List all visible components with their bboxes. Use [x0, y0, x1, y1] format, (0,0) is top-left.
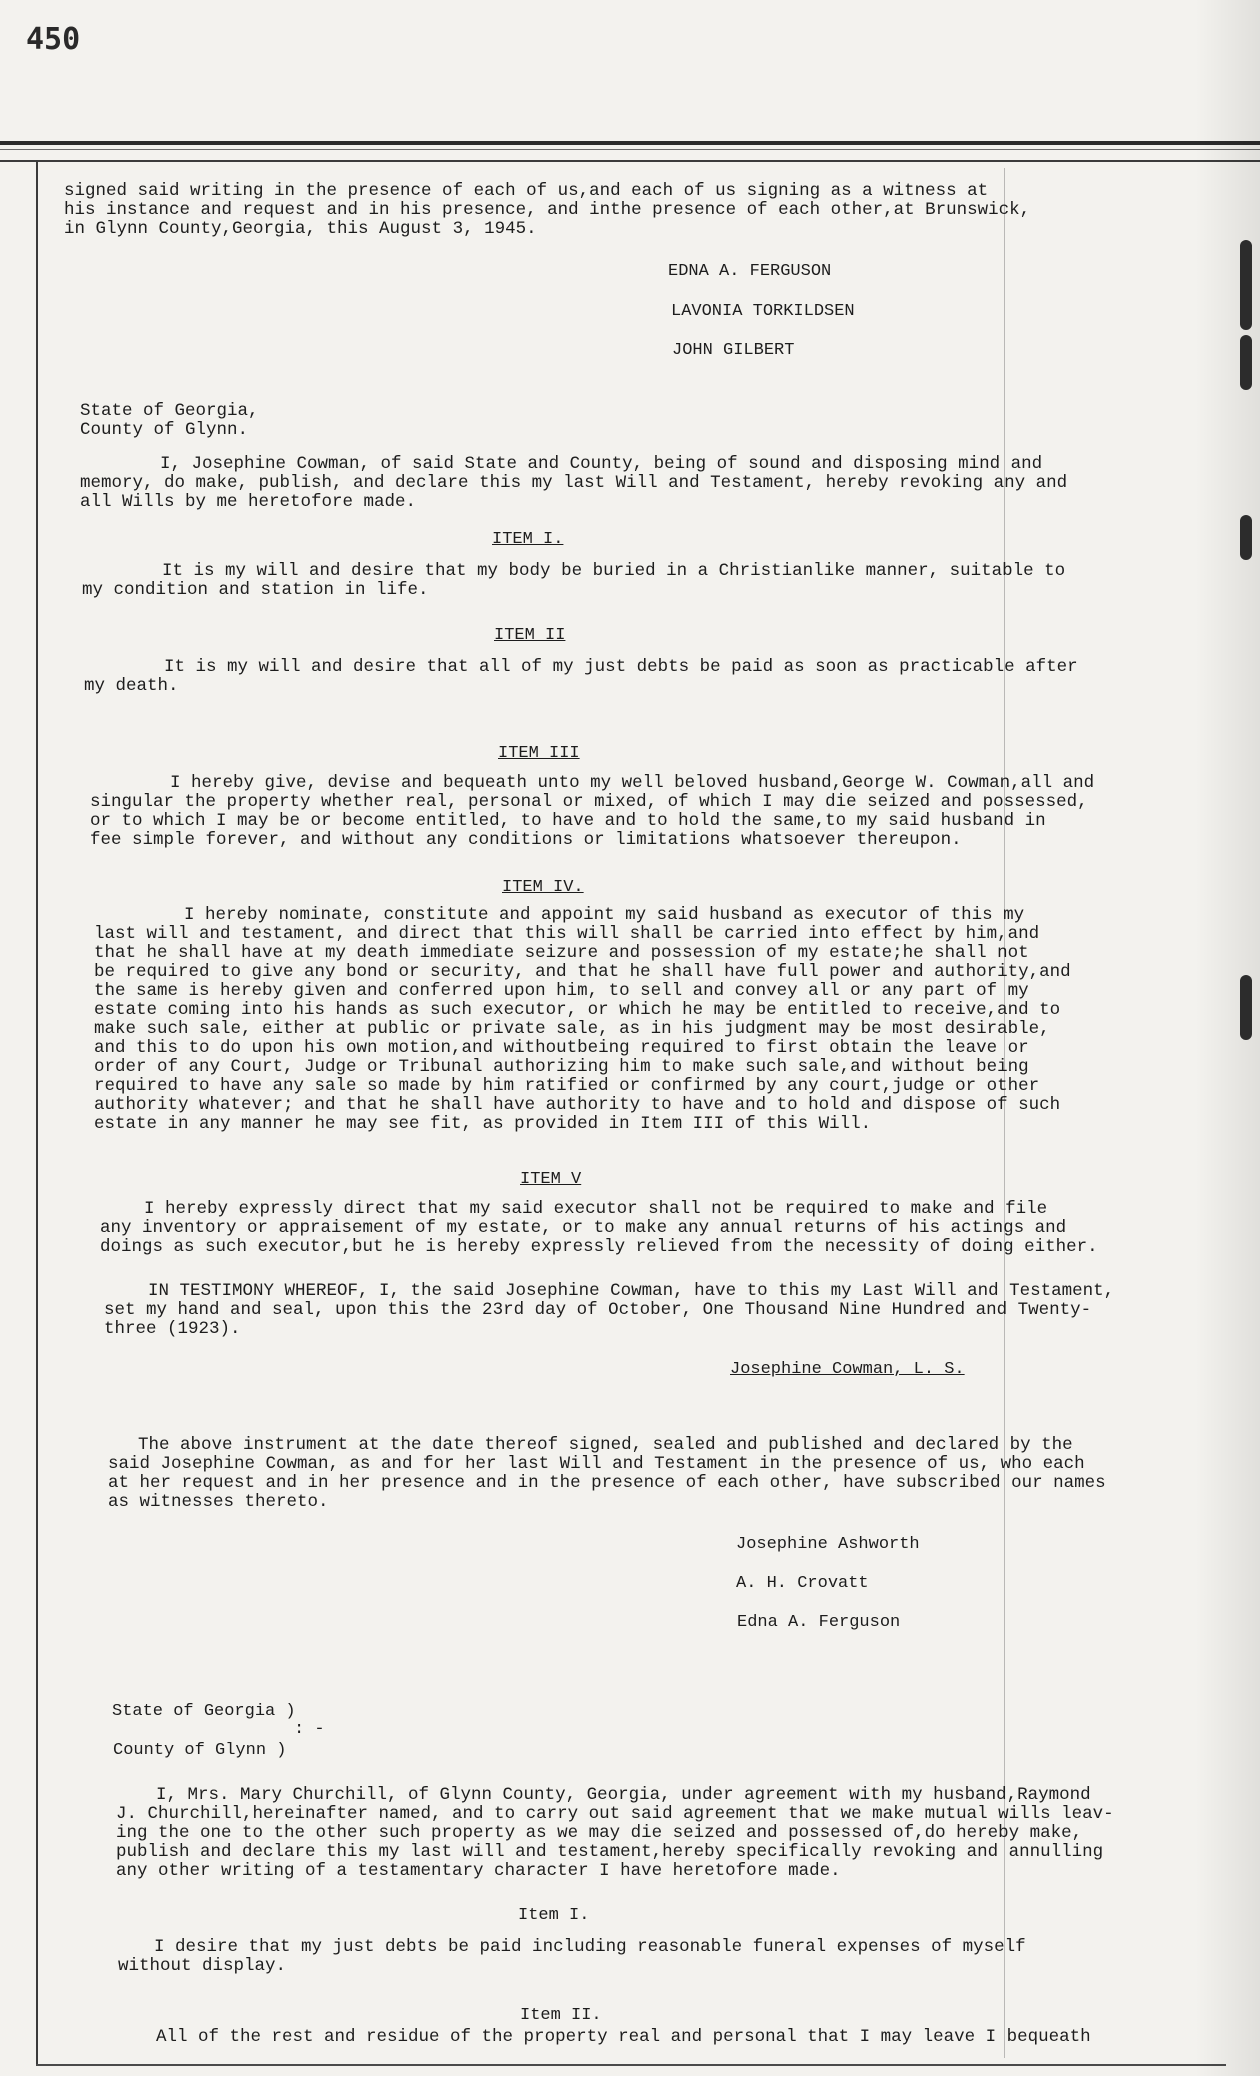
text-line: last will and testament, and direct that this will shall be carried into effect by him,and [94, 924, 1040, 944]
will1-witness: JOHN GILBERT [672, 341, 795, 360]
venue-county: County of Glynn. [80, 420, 249, 440]
text-line: my death. [84, 676, 179, 696]
text-line: All of the rest and residue of the property real and personal that I may leave I bequeath [156, 2027, 1091, 2047]
will3-item1 [118, 1938, 1026, 1976]
binder-tab [1240, 335, 1252, 390]
will3-intro [116, 1786, 1114, 1881]
will1-attestation [64, 182, 1030, 239]
item-heading: ITEM II [494, 626, 566, 645]
text-line: three (1923). [104, 1319, 241, 1339]
text-line: publish and declare this my last will and testament,hereby specifically revoking and annulling [116, 1842, 1104, 1862]
will2-venue [80, 402, 259, 440]
will2-item4 [94, 906, 1071, 1134]
will1-witness: LAVONIA TORKILDSEN [671, 302, 855, 321]
frame-top-rule [0, 160, 1260, 162]
text-line: the same is hereby given and conferred upon him, to sell and convey all or any part of my [94, 981, 1029, 1001]
text-line: any inventory or appraisement of my estate, or to make any annual returns of his actings and [100, 1218, 1067, 1238]
text-line: IN TESTIMONY WHEREOF, I, the said Josephine Cowman, have to this my Last Will and Testament, [148, 1281, 1115, 1301]
text-line: ing the one to the other such property as we may die seized and possessed of,do hereby make, [116, 1823, 1083, 1843]
will1-witness: EDNA A. FERGUSON [668, 262, 832, 281]
text-line: It is my will and desire that my body be buried in a Christianlike manner, suitable to [162, 561, 1066, 581]
text-line: required to have any sale so made by him ratified or confirmed by any court,judge or other [94, 1076, 1040, 1096]
text-line: make such sale, either at public or private sale, as in his judgment may be most desirable, [94, 1019, 1050, 1039]
text-line: doings as such executor,but he is hereby expressly relieved from the necessity of doing either. [100, 1237, 1098, 1257]
text-line: that he shall have at my death immediate seizure and possession of my estate;he shall not [94, 943, 1029, 963]
text-line: set my hand and seal, upon this the 23rd day of October, One Thousand Nine Hundred and Twenty- [104, 1300, 1092, 1320]
text-line: singular the property whether real, personal or mixed, of which I may die seized and possessed, [90, 792, 1088, 812]
text-line: It is my will and desire that all of my just debts be paid as soon as practicable after [164, 657, 1078, 677]
text-line: in Glynn County,Georgia, this August 3, 1945. [64, 219, 537, 239]
text-line: estate coming into his hands as such executor, or which he may be entitled to receive,and to [94, 1000, 1061, 1020]
text-line: I desire that my just debts be paid including reasonable funeral expenses of myself [154, 1937, 1026, 1957]
page-number: 450 [26, 22, 81, 57]
text-line: his instance and request and in his presence, and inthe presence of each other,at Brunswick, [64, 200, 1031, 220]
will2-attestation [108, 1436, 1106, 1512]
text-line: or to which I may be or become entitled, to have and to hold the same,to my said husband in [90, 811, 1046, 831]
text-line: be required to give any bond or security, and that he shall have full power and authority,and [94, 962, 1071, 982]
text-line: I, Mrs. Mary Churchill, of Glynn County, Georgia, under agreement with my husband,Raymond [156, 1785, 1091, 1805]
frame-bottom-rule [36, 2064, 1226, 2066]
text-line: I, Josephine Cowman, of said State and County, being of sound and disposing mind and [160, 454, 1043, 474]
text-line: signed said writing in the presence of each of us,and each of us signing as a witness at [64, 181, 989, 201]
will2-item5 [100, 1200, 1098, 1257]
text-line: memory, do make, publish, and declare this my last Will and Testament, hereby revoking any and [80, 473, 1068, 493]
text-line: I hereby nominate, constitute and appoint my said husband as executor of this my [184, 905, 1025, 925]
text-line: J. Churchill,hereinafter named, and to carry out said agreement that we make mutual wills leav- [116, 1804, 1114, 1824]
binder-tab [1240, 975, 1252, 1040]
will2-witness: Edna A. Ferguson [737, 1613, 901, 1632]
item-heading: Item II. [520, 2006, 602, 2025]
will2-item2 [84, 658, 1078, 696]
venue-state: State of Georgia, [80, 401, 259, 421]
will2-testimony [104, 1282, 1114, 1339]
text-line: fee simple forever, and without any conditions or limitations whatsoever thereupon. [90, 830, 962, 850]
binder-tab [1240, 515, 1252, 560]
item-heading: ITEM IV. [502, 878, 584, 897]
will3-venue-separator: : - [294, 1720, 325, 1739]
item-heading: ITEM I. [492, 530, 564, 549]
text-line: I hereby give, devise and bequeath unto my well beloved husband,George W. Cowman,all and [170, 773, 1095, 793]
text-line: my condition and station in life. [82, 580, 429, 600]
testator-signature: Josephine Cowman, L. S. [730, 1360, 965, 1379]
will2-item1 [82, 562, 1065, 600]
text-line: at her request and in her presence and in the presence of each other, have subscribed our names [108, 1473, 1106, 1493]
will3-item2 [120, 2028, 1091, 2047]
will2-witness: Josephine Ashworth [736, 1535, 920, 1554]
text-line: authority whatever; and that he shall have authority to have and to hold and dispose of such [94, 1095, 1061, 1115]
will2-witness: A. H. Crovatt [736, 1574, 869, 1593]
text-line: without display. [118, 1956, 287, 1976]
will3-venue-county: County of Glynn ) [113, 1741, 287, 1760]
text-line: estate in any manner he may see fit, as provided in Item III of this Will. [94, 1114, 872, 1134]
text-line: order of any Court, Judge or Tribunal authorizing him to make such sale,and without being [94, 1057, 1029, 1077]
text-line: as witnesses thereto. [108, 1492, 329, 1512]
item-heading: ITEM III [498, 744, 580, 763]
frame-left-rule [36, 160, 38, 2065]
will3-venue-state: State of Georgia ) [112, 1702, 296, 1721]
will2-intro [80, 455, 1067, 512]
top-rule-thin [0, 149, 1260, 150]
text-line: and this to do upon his own motion,and withoutbeing required to first obtain the leave or [94, 1038, 1029, 1058]
item-heading: Item I. [518, 1906, 590, 1925]
text-line: said Josephine Cowman, as and for her last Will and Testament in the presence of us, who each [108, 1454, 1085, 1474]
binder-tab [1240, 240, 1252, 330]
text-line: I hereby expressly direct that my said executor shall not be required to make and file [144, 1199, 1048, 1219]
text-line: any other writing of a testamentary character I have heretofore made. [116, 1861, 841, 1881]
top-rule [0, 141, 1260, 145]
item-heading: ITEM V [520, 1170, 582, 1189]
text-line: The above instrument at the date thereof signed, sealed and published and declared by the [138, 1435, 1073, 1455]
text-line: all Wills by me heretofore made. [80, 492, 417, 512]
will2-item3 [90, 774, 1094, 850]
